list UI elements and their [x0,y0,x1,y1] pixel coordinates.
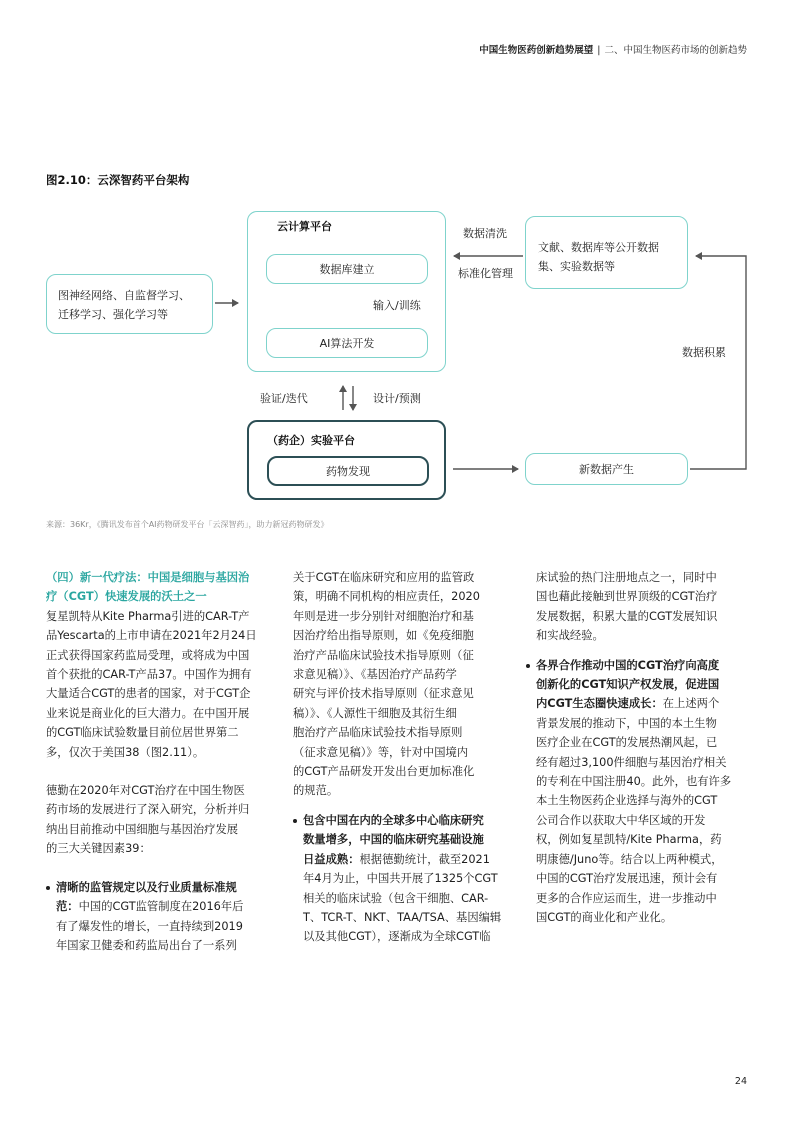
text-line: 德勤在2020年对CGT治疗在中国生物医 [46,784,245,798]
text-line: 和实战经验。 [536,629,604,643]
literature-box [525,216,688,289]
text-line: 权，例如复星凯特/Kite Pharma，药 [536,833,722,847]
bullet-bold-text: 创新化的CGT知识产权发展，促进国 [536,678,720,692]
text-line: 明康德/Juno等。结合以上两种模式， [536,852,723,866]
data-cleaning-label: 数据清洗 [463,227,507,240]
text-line: 中国的CGT监管制度在2016年后 [78,900,244,914]
bullet-cooperation [526,656,751,928]
verify-iterate-label: 验证/迭代 [260,392,308,405]
text-column-2 [293,568,518,947]
bullet-regulation [46,878,276,956]
text-line: 关于CGT在临床研究和应用的监管政 [293,571,475,584]
algorithms-box [46,274,213,334]
text-line: 因治疗给出指导原则，如《免疫细胞 [293,629,474,643]
text-line: 医疗企业在CGT的发展热潮风起，已 [536,736,718,750]
bullet-bold-text: 包含中国在内的全球多中心临床研究 [303,813,484,827]
figure-title: 图2.10：云深智药平台架构 [46,173,190,187]
cloud-platform-title: 云计算平台 [277,220,332,233]
data-accumulation-label: 数据积累 [682,346,726,359]
section-title: 二、中国生物医药市场的创新趋势 [604,45,747,56]
text-column-1 [46,568,276,955]
text-line: 年4月为止，中国共开展了1325个CGT [303,872,498,886]
database-build-label: 数据库建立 [319,263,375,276]
text-line: 经有超过3,100件细胞与基因治疗相关 [536,755,727,769]
text-line: 的专利在中国注册40。此外，也有许多 [536,775,732,789]
literature-line-1: 文献、数据库等公开数据 [538,241,659,254]
algorithms-line-1: 图神经网络、自监督学习、 [58,289,190,302]
cloud-platform-box [247,211,446,372]
arrow-feedback-loop [690,256,746,469]
text-line: 国也藉此接触到世界顶级的CGT治疗 [536,590,718,604]
text-line: 纳出目前推动中国细胞与基因治疗发展 [46,822,239,836]
text-line: 稿）》、《人源性干细胞及其衍生细 [293,706,457,720]
text-line: 大量适合CGT的患者的国家，对于CGT企 [46,687,251,701]
text-line: 公司合作以获取大中华区域的开发 [536,813,706,827]
text-line: 多，仅次于美国38（图2.11）。 [46,745,205,759]
figure-source: 来源：36Kr，《腾讯发布首个AI药物研发平台「云深智药」，助力新冠药物研发》 [46,520,329,529]
section-heading-line-2: 疗（CGT）快速发展的沃土之一 [46,590,207,604]
text-line: 更多的合作应运而生，进一步推动中 [536,891,717,905]
text-line: 治疗产品临床试验技术指导原则（征 [293,648,474,662]
bullet-bold-text: 各界合作推动中国的CGT治疗向高度 [536,658,720,672]
page-number: 24 [734,1076,747,1087]
bullet-bold-text: 范： [56,900,79,914]
bullet-bold-text: 数量增多，中国的临床研究基础设施 [303,833,484,847]
text-line: 在上述两个 [662,697,720,711]
text-line: 国CGT的商业化和产业化。 [536,910,673,924]
text-line: 业来说是商业化的巨大潜力。在中国开展 [46,706,250,720]
new-data-box [525,453,688,485]
text-line: 本土生物医药企业选择与海外的CGT [536,794,718,808]
database-build-box [266,254,428,284]
drug-discovery-box [267,456,429,486]
text-line: 背景发展的推动下，中国的本土生物 [536,716,717,730]
bullet-bold-text: 清晰的监管规定以及行业质量标准规 [56,880,237,894]
section-heading [46,568,276,607]
drug-discovery-label: 药物发现 [326,465,370,478]
lab-platform-box [247,420,446,500]
lab-platform-title: （药企）实验平台 [267,434,355,447]
text-line: 求意见稿）》、《基因治疗产品药学 [293,668,457,682]
text-line: 以及其他CGT），逐渐成为全球CGT临 [303,930,491,944]
bullet-clinical-research [293,811,518,947]
text-line: 的CGT临床试验数量目前位居世界第二 [46,726,239,740]
input-train-label: 输入/训练 [373,299,421,312]
ai-dev-box [266,328,428,358]
text-line: 发展数据，积累大量的CGT发展知识 [536,609,718,623]
text-line: 根据德勤统计，截至2021 [359,852,490,866]
text-line: 的规范。 [293,784,339,798]
header-separator: | [597,45,601,56]
literature-line-2: 集、实验数据等 [538,260,615,273]
bullet-bold-text: 内CGT生态圈快速成长： [536,697,663,711]
text-column-3 [526,568,751,927]
text-line: 胞治疗产品临床试验技术指导原则 [293,726,463,740]
bullet-bold-text: 日益成熟： [303,852,360,866]
text-line: （征求意见稿）》等，针对中国境内 [293,745,469,759]
text-line: 品Yescarta的上市申请在2021年2月24日 [46,629,257,643]
report-title: 中国生物医药创新趋势展望 [479,45,594,56]
section-heading-line-1: （四）新一代疗法：中国是细胞与基因治 [46,571,250,584]
design-predict-label: 设计/预测 [373,392,421,405]
text-line: 首个获批的CAR-T产品37。中国作为拥有 [46,668,252,682]
text-line: 复星凯特从Kite Pharma引进的CAR-T产 [46,609,250,623]
text-line: 有了爆发性的增长，一直持续到2019 [56,919,243,933]
text-line: 策，明确不同机构的相应责任，2020 [293,590,480,604]
standardization-label: 标准化管理 [458,267,513,280]
text-line: 年则是进一步分别针对细胞治疗和基 [293,609,474,623]
text-line: 研究与评价技术指导原则（征求意见 [293,687,474,701]
new-data-label: 新数据产生 [579,463,634,476]
paragraph-2 [46,781,276,859]
text-line: 正式获得国家药监局受理，或将成为中国 [46,648,250,662]
text-line: 中国的CGT治疗发展迅速，预计会有 [536,872,718,886]
text-line: 的CGT产品研发开发出台更加标准化 [293,765,475,779]
paragraph-3 [293,568,518,801]
text-line: 年国家卫健委和药监局出台了一系列 [56,938,237,952]
text-line: T、TCR-T、NKT、TAA/TSA、基因编辑 [303,910,502,924]
paragraph-4 [526,568,751,646]
ai-dev-label: AI算法开发 [319,337,375,350]
paragraph-1 [46,607,276,762]
text-line: 相关的临床试验（包含干细胞、CAR- [303,891,489,905]
text-line: 床试验的热门注册地点之一，同时中 [536,571,717,584]
algorithms-line-2: 迁移学习、强化学习等 [58,308,168,321]
text-line: 的三大关键因素39： [46,842,151,856]
text-line: 药市场的发展进行了深入研究，分析并归 [46,803,250,817]
